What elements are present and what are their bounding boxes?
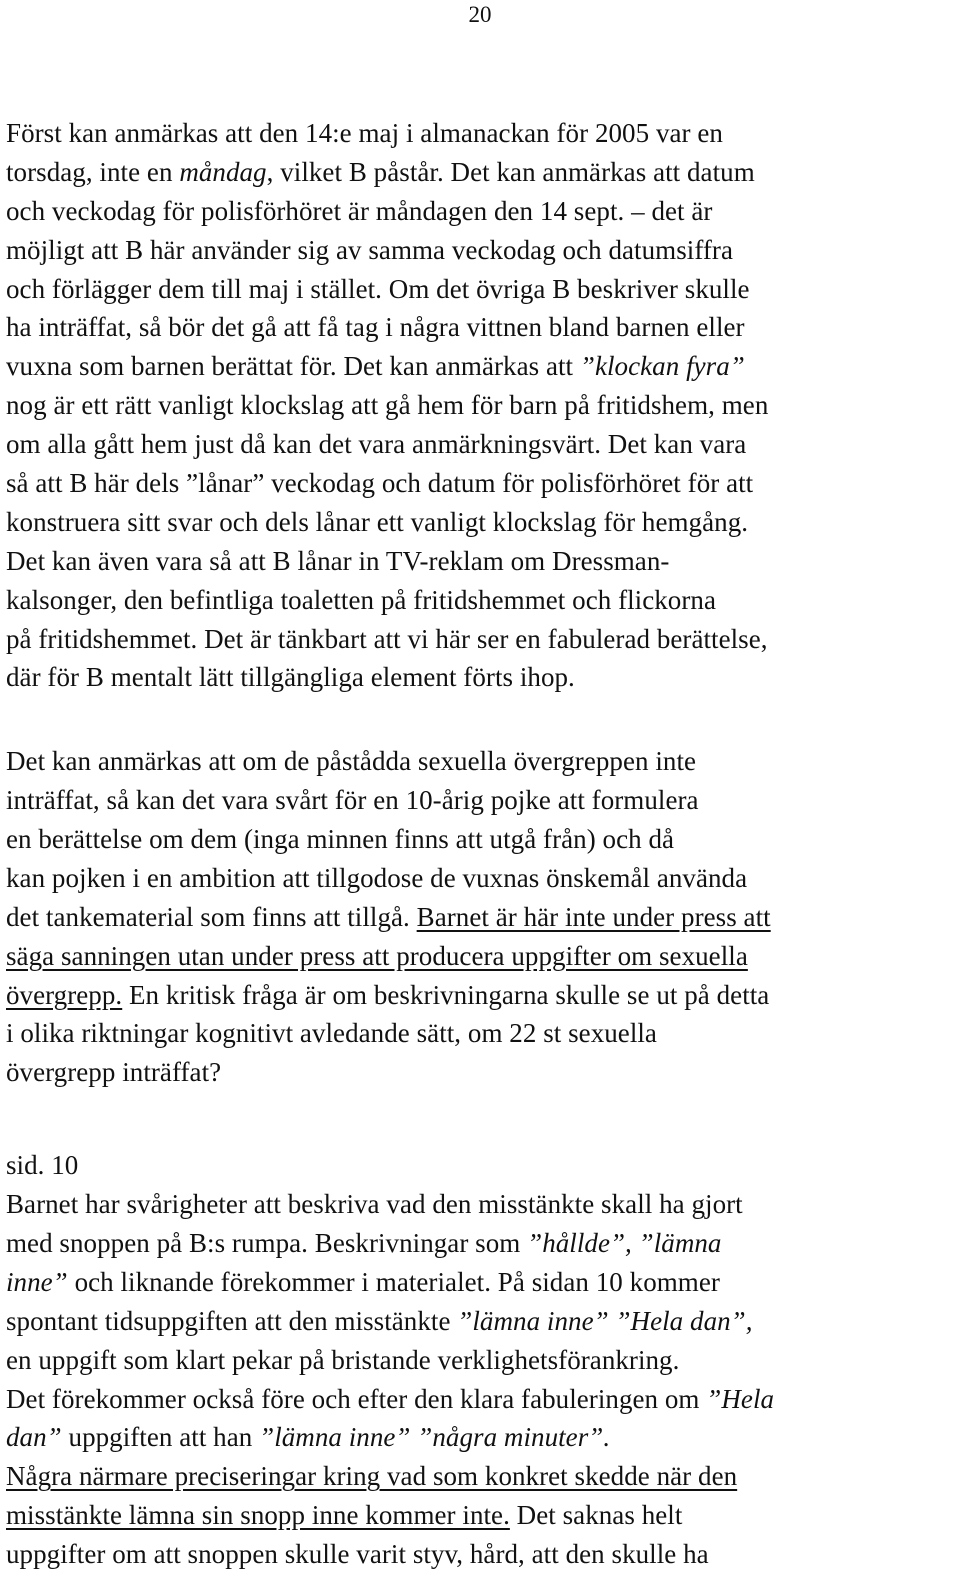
text-span: uppgiften att han (61, 1422, 260, 1453)
text-line (6, 347, 958, 386)
text-line (6, 781, 958, 820)
text-span: , vilket B påstår. Det kan anmärkas att datum (266, 156, 755, 187)
text-line (6, 581, 958, 620)
text-span: inträffat, så kan det vara svårt för en 10-årig pojke att formulera (6, 785, 699, 816)
underlined-text: Barnet är här inte under press att (416, 901, 771, 932)
text-line (6, 976, 958, 1015)
text-span: det tankematerial som finns att tillgå. (6, 901, 417, 932)
underlined-text: Några närmare preciseringar kring vad som konkret skedde när den (6, 1461, 738, 1492)
text-span: Det kan även vara så att B lånar in TV-reklam om Dressman- (6, 545, 670, 576)
text-span: konstruera sitt svar och dels lånar ett vanligt klockslag för hemgång. (6, 506, 749, 537)
underlined-text: övergrepp. (6, 979, 123, 1010)
text-span: och liknande förekommer i materialet. På sidan 10 kommer (67, 1266, 720, 1297)
text-span: så att B här dels ”lånar” veckodag och datum för polisförhöret för att (6, 468, 754, 499)
text-span: spontant tidsuppgiften att den misstänkte (6, 1305, 458, 1336)
text-line (6, 620, 958, 659)
italic-text: ”klockan fyra” (579, 351, 745, 382)
text-span: Barnet har svårigheter att beskriva vad den misstänkte skall ha gjort (6, 1189, 743, 1220)
text-line (6, 820, 958, 859)
page-number: 20 (468, 2, 492, 27)
text-span: kalsonger, den befintliga toaletten på fritidshemmet och flickorna (6, 584, 716, 615)
text-line (6, 308, 958, 347)
paragraph-gap (6, 1131, 958, 1146)
text-span: möjligt att B här använder sig av samma veckodag och datumsiffra (6, 234, 733, 265)
text-line (6, 1014, 958, 1053)
text-span: där för B mentalt lätt tillgängliga element förts ihop. (6, 662, 575, 693)
document-body (6, 114, 958, 1574)
text-span: En kritisk fråga är om beskrivningarna skulle se ut på detta (122, 979, 770, 1010)
section-heading (6, 1146, 958, 1185)
text-line (6, 464, 958, 503)
text-line (6, 425, 958, 464)
text-line (6, 386, 958, 425)
text-line (6, 153, 958, 192)
text-span: nog är ett rätt vanligt klockslag att gå hem för barn på fritidshem, men (6, 390, 769, 421)
text-line (6, 1224, 958, 1263)
text-span: en berättelse om dem (inga minnen finns att utgå från) och då (6, 824, 675, 855)
text-line (6, 231, 958, 270)
text-line (6, 1496, 958, 1535)
text-line (6, 937, 958, 976)
text-span: övergrepp inträffat? (6, 1057, 222, 1088)
paragraph-1 (6, 114, 958, 697)
text-span: vuxna som barnen berättat för. Det kan anmärkas att (6, 351, 580, 382)
text-line (6, 1185, 958, 1224)
italic-text: ”Hela (706, 1383, 775, 1414)
text-line (6, 658, 958, 697)
text-span: uppgifter om att snoppen skulle varit styv, hård, att den skulle ha (6, 1539, 709, 1570)
text-line (6, 1053, 958, 1092)
italic-text: ”lämna inne” ”Hela dan”, (457, 1305, 753, 1336)
text-line (6, 1380, 958, 1419)
text-span: Först kan anmärkas att den 14:e maj i almanackan för 2005 var en (6, 118, 723, 148)
text-span: kan pojken i en ambition att tillgodose de vuxnas önskemål använda (6, 862, 748, 893)
text-line (6, 1418, 958, 1457)
text-line (6, 542, 958, 581)
paragraph-gap (6, 697, 958, 736)
underlined-text: säga sanningen utan under press att producera uppgifter om sexuella (6, 940, 748, 971)
paragraph-2 (6, 742, 958, 1092)
underlined-text: misstänkte lämna sin snopp inne kommer inte. (6, 1500, 510, 1531)
text-line (6, 1457, 958, 1496)
text-line (6, 1341, 958, 1380)
italic-text: ”lämna inne” ”några minuter”. (259, 1422, 611, 1453)
text-span: i olika riktningar kognitivt avledande sätt, om 22 st sexuella (6, 1018, 657, 1049)
text-span: på fritidshemmet. Det är tänkbart att vi här ser en fabulerad berättelse, (6, 623, 768, 654)
text-span: om alla gått hem just då kan det vara anmärkningsvärt. Det kan vara (6, 429, 747, 460)
text-span: och förlägger dem till maj i stället. Om det övriga B beskriver skulle (6, 273, 750, 304)
italic-text: inne” (6, 1266, 68, 1297)
text-span: torsdag, inte en (6, 156, 180, 187)
text-line (6, 1302, 958, 1341)
paragraph-gap (6, 1092, 958, 1131)
text-span: Det kan anmärkas att om de påstådda sexuella övergreppen inte (6, 746, 697, 777)
text-span: Det saknas helt (509, 1500, 683, 1531)
italic-text: måndag (179, 156, 267, 187)
heading-text: sid. 10 (6, 1150, 79, 1181)
text-line (6, 192, 958, 231)
text-span: ha inträffat, så bör det gå att få tag i några vittnen bland barnen eller (6, 312, 745, 343)
text-line (6, 270, 958, 309)
text-span: en uppgift som klart pekar på bristande verklighetsförankring. (6, 1344, 680, 1375)
text-line (6, 898, 958, 937)
text-span: med snoppen på B:s rumpa. Beskrivningar som (6, 1227, 528, 1258)
text-line (6, 1263, 958, 1302)
section-sid-10 (6, 1146, 958, 1574)
italic-text: dan” (6, 1422, 62, 1453)
text-line (6, 742, 958, 781)
text-span: och veckodag för polisförhöret är måndagen den 14 sept. – det är (6, 195, 713, 226)
text-line (6, 114, 958, 153)
text-line (6, 503, 958, 542)
text-line (6, 1535, 958, 1574)
italic-text: ”hållde”, ”lämna (527, 1227, 722, 1258)
text-span: Det förekommer också före och efter den klara fabuleringen om (6, 1383, 707, 1414)
text-line (6, 859, 958, 898)
